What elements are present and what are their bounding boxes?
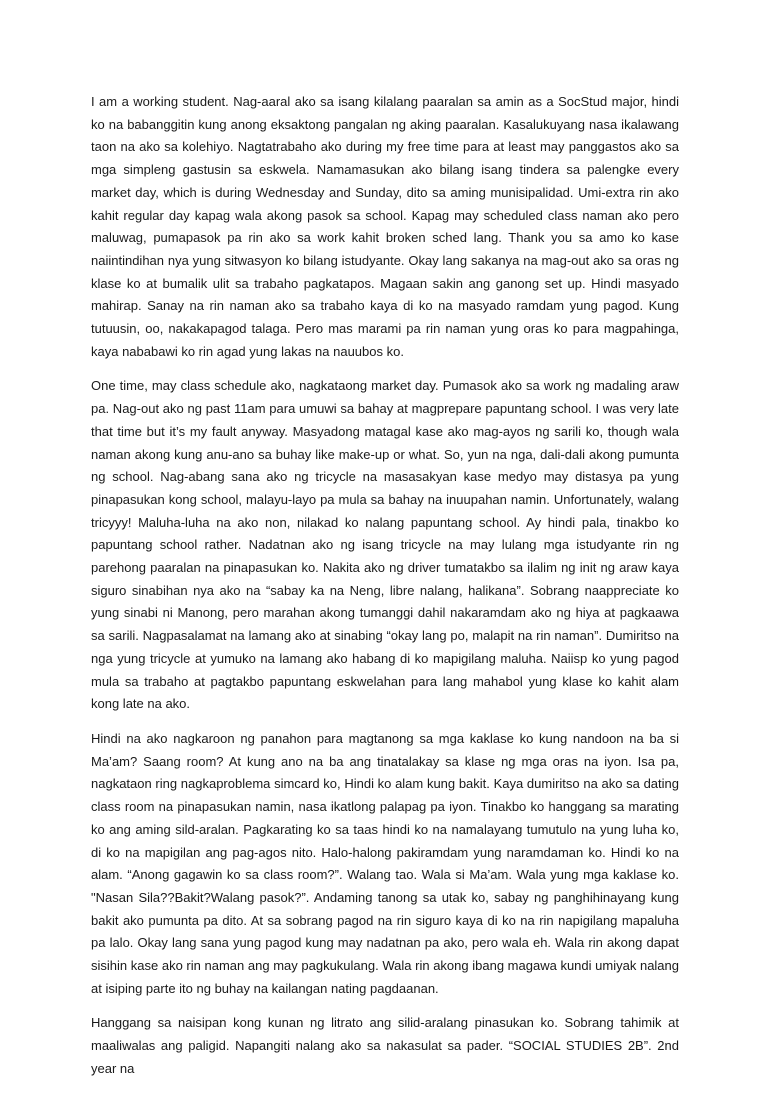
document-body [91,91,679,1093]
paragraph-2: One time, may class schedule ako, nagkataong market day. Pumasok ako sa work ng madaling araw pa. Nag-out ako ng past 11am para umuwi sa bahay at magprepare papuntang school. I was very late that time but it’s my fault anyway. Masyadong matagal kase ako mag-ayos ng sarili ko, though wala naman akong kung anu-ano sa buhay like make-up or what. So, yun na nga, dali-dali akong pumunta ng school. Nag-abang sana ako ng tricycle na masasakyan kase medyo may distasya pa yung pinapasukan kong school, malayu-layo pa mula sa bahay na inuupahan namin. Unfortunately, walang tricyyy! Maluha-luha na ako non, nilakad ko nalang papuntang school. Ay hindi pala, tinakbo ko papuntang school rather. Nadatnan ako ng isang tricycle na may lulang mga istudyante rin ng parehong paaralan na pinapasukan ko. Nakita ako ng driver tumatakbo sa ilalim ng init ng araw kaya siguro sinabihan nya ako na “sabay ka na Neng, libre nalang, halikana”. Sobrang naappreciate ko yung sinabi ni Manong, pero marahan akong tumanggi dahil nakaramdam ako ng hiya at pagkaawa sa sarili. Nagpasalamat na lamang ako at sinabing “okay lang po, malapit na rin naman”. Dumiritso na nga yung tricycle at yumuko na lamang ako habang di ko mapigilang maluha. Naiisp ko yung pagod mula sa trabaho at pagtakbo papuntang eskwelahan para lang mahabol yung klase ko kahit alam kong late na ako. [91,378,679,712]
paragraph-1: I am a working student. Nag-aaral ako sa isang kilalang paaralan sa amin as a SocStud major, hindi ko na babanggitin kung anong eksaktong pangalan ng aking paaralan. Kasalukuyang nasa ikalawang taon na ako sa kolehiyo. Nagtatrabaho ako during my free time para at least may panggastos ako sa mga simpleng gastusin sa eskwela. Namamasukan ako bilang isang tindera sa palengke every market day, which is during Wednesday and Sunday, dito sa aming munisipalidad. Umi-extra rin ako kahit regular day kapag wala akong pasok sa school. Kapag may scheduled class naman ako pero maluwag, pumapasok pa rin ako sa work kahit broken sched lang. Thank you sa amo ko kase naiintindihan nya yung sitwasyon ko bilang istudyante. Okay lang sakanya na mag-out ako sa oras ng klase ko at bumalik ulit sa trabaho pagkatapos. Magaan sakin ang ganong set up. Hindi masyado mahirap. Sanay na rin naman ako sa trabaho kaya di ko na masyado ramdam yung pagod. Kung tutuusin, oo, nakakapagod talaga. Pero mas marami pa rin naman yung oras ko para magpahinga, kaya nababawi ko rin agad yung lakas na nauubos ko. [91,94,679,359]
paragraph-4: Hanggang sa naisipan kong kunan ng litrato ang silid-aralang pinasukan ko. Sobrang tahimik at maaliwalas ang paligid. Napangiti nalang ako sa nakasulat sa pader. “SOCIAL STUDIES 2B”. 2nd year na [91,1015,679,1076]
paragraph-3: Hindi na ako nagkaroon ng panahon para magtanong sa mga kaklase ko kung nandoon na ba si Ma’am? Saang room? At kung ano na ba ang tinatalakay sa klase ng mga oras na iyon. Isa pa, nagkataon ring nagkaproblema simcard ko, Hindi ko alam kung bakit. Kaya dumiritso na ako sa dating class room na pinapasukan namin, nasa ikatlong palapag pa iyon. Tinakbo ko hanggang sa marating ko ang aming sild-aralan. Pagkarating ko sa taas hindi ko na namalayang tumutulo na yung luha ko, di ko na mapigilan ang pag-agos nito. Halo-halong pakiramdam yung naramdaman ko. Hindi ko na alam. “Anong gagawin ko sa class room?”. Walang tao. Wala si Ma’am. Wala yung mga kaklase ko. "Nasan Sila??Bakit?Walang pasok?”. Andaming tanong sa utak ko, sabay ng panghihinayang kung bakit ako pumunta pa dito. At sa sobrang pagod na rin siguro kaya di ko na rin napigilang mapaluha pa lalo. Okay lang sana yung pagod kung may nadatnan pa ako, pero wala eh. Wala rin akong dapat sisihin kase ako rin naman ang may pagkukulang. Wala rin akong ibang magawa kundi umiyak nalang at isiping parte ito ng buhay na kailangan nating pagdaanan. [91,730,679,996]
